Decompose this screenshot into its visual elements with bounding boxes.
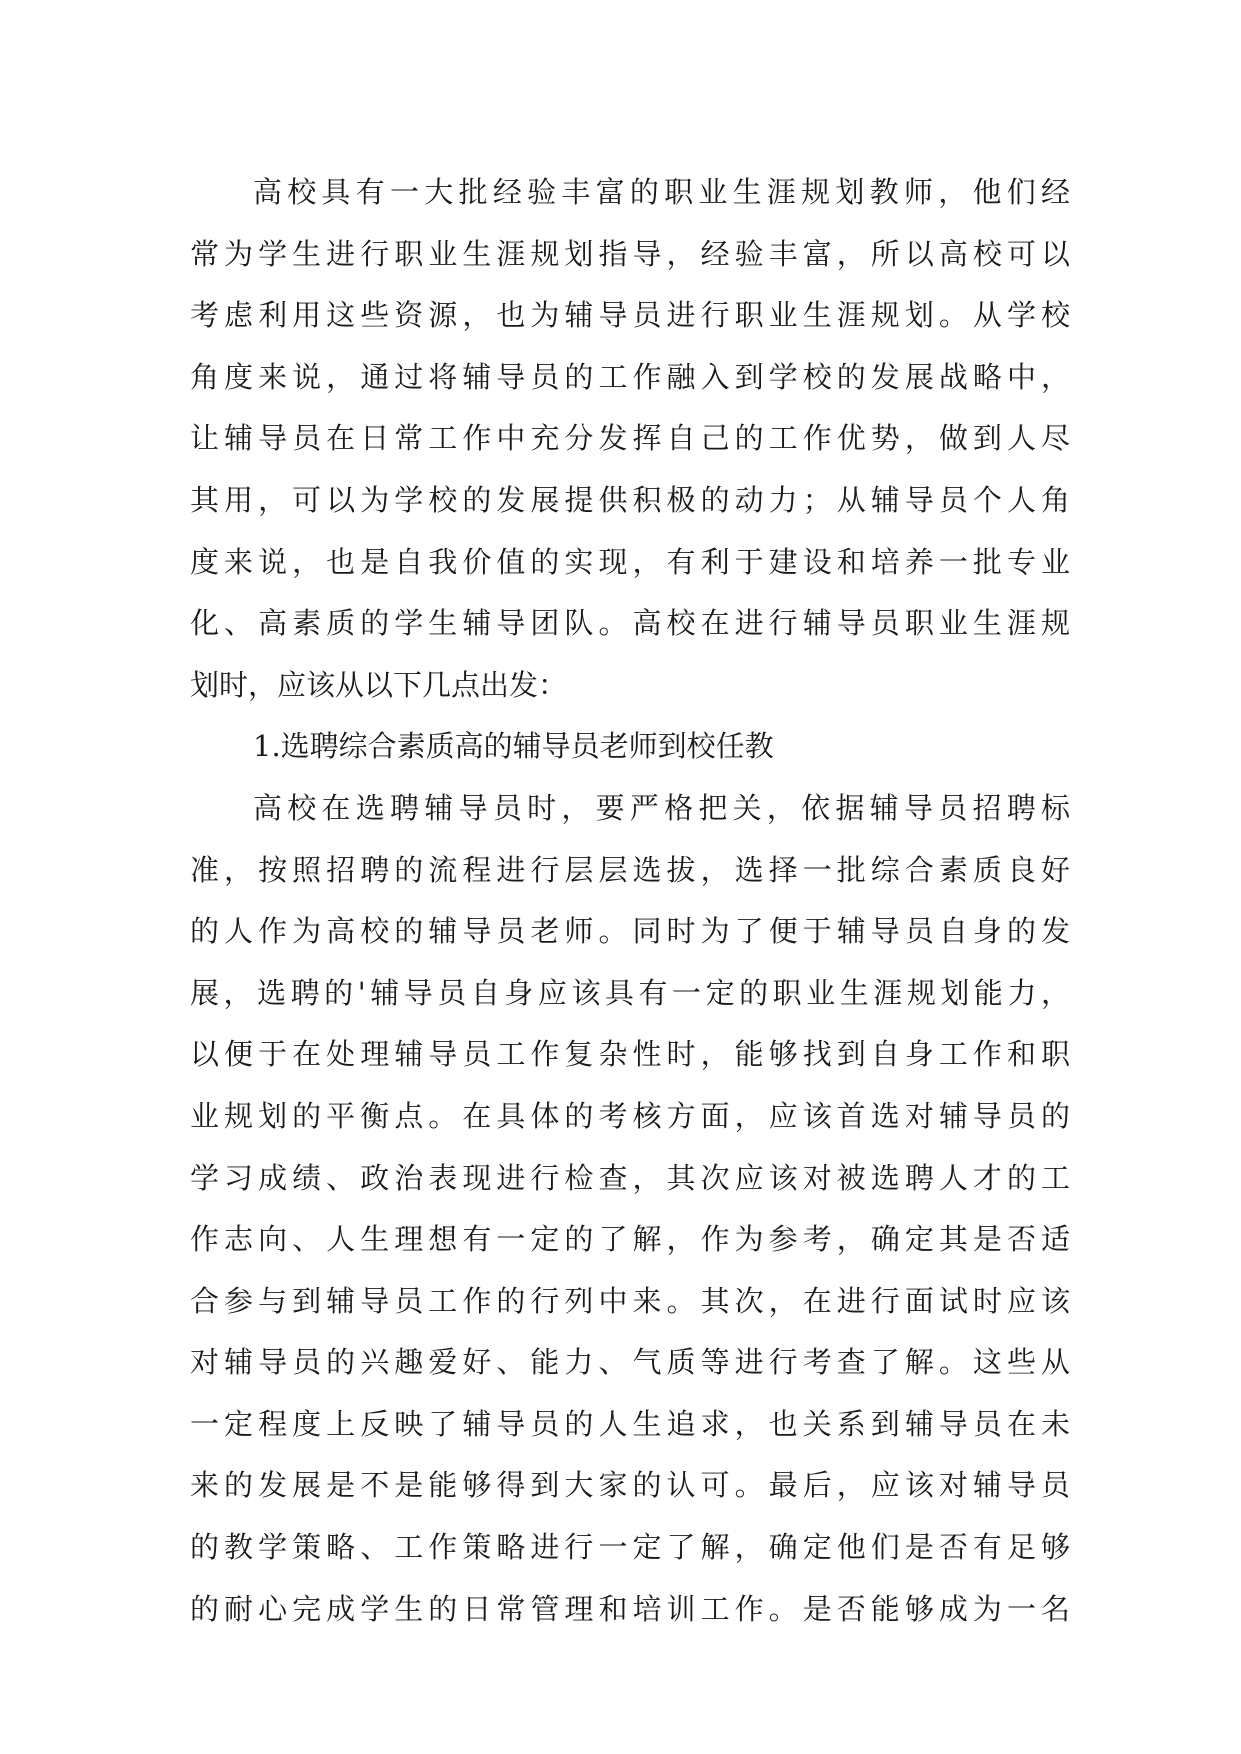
body-text [190, 162, 1070, 1640]
paragraph-3-line-7: 学习成绩、政治表现进行检查，其次应该对被选聘人才的工 [190, 1160, 1070, 1195]
paragraph-1-line-1: 高校具有一大批经验丰富的职业生涯规划教师，他们经 [253, 175, 1070, 209]
paragraph-3-line-11: 一定程度上反映了辅导员的人生追求，也关系到辅导员在未 [190, 1406, 1070, 1441]
paragraph-3-line-6: 业规划的平衡点。在具体的考核方面，应该首选对辅导员的 [190, 1098, 1070, 1133]
paragraph-3-line-12: 来的发展是不是能够得到大家的认可。最后，应该对辅导员 [190, 1468, 1070, 1503]
paragraph-1-line-9: 划时，应该从以下几点出发： [190, 667, 568, 702]
paragraph-3-line-3: 的人作为高校的辅导员老师。同时为了便于辅导员自身的发 [190, 914, 1070, 949]
paragraph-1-line-8: 化、高素质的学生辅导团队。高校在进行辅导员职业生涯规 [190, 606, 1070, 641]
paragraph-3-line-13: 的教学策略、工作策略进行一定了解，确定他们是否有足够 [190, 1530, 1070, 1565]
paragraph-3-line-5: 以便于在处理辅导员工作复杂性时，能够找到自身工作和职 [190, 1037, 1070, 1072]
paragraph-1-line-5: 让辅导员在日常工作中充分发挥自己的工作优势，做到人尽 [190, 421, 1070, 456]
paragraph-1-line-4: 角度来说，通过将辅导员的工作融入到学校的发展战略中， [190, 359, 1070, 394]
paragraph-3-line-14: 的耐心完成学生的日常管理和培训工作。是否能够成为一名 [190, 1591, 1070, 1626]
section-heading: 1.选聘综合素质高的辅导员老师到校任教 [253, 729, 774, 764]
paragraph-1-line-3: 考虑利用这些资源，也为辅导员进行职业生涯规划。从学校 [190, 298, 1070, 333]
paragraph-3-line-9: 合参与到辅导员工作的行列中来。其次，在进行面试时应该 [190, 1283, 1070, 1318]
paragraph-3-line-10: 对辅导员的兴趣爱好、能力、气质等进行考查了解。这些从 [190, 1345, 1070, 1380]
paragraph-1-line-2: 常为学生进行职业生涯规划指导，经验丰富，所以高校可以 [190, 236, 1070, 271]
paragraph-3-line-8: 作志向、人生理想有一定的了解，作为参考，确定其是否适 [190, 1222, 1070, 1257]
paragraph-3-line-4: 展，选聘的'辅导员自身应该具有一定的职业生涯规划能力， [190, 975, 1070, 1010]
paragraph-3-line-2: 准，按照招聘的流程进行层层选拔，选择一批综合素质良好 [190, 852, 1070, 887]
paragraph-1-line-6: 其用，可以为学校的发展提供积极的动力；从辅导员个人角 [190, 482, 1070, 517]
paragraph-3-line-1: 高校在选聘辅导员时，要严格把关，依据辅导员招聘标 [253, 790, 1070, 825]
paragraph-1-line-7: 度来说，也是自我价值的实现，有利于建设和培养一批专业 [190, 544, 1070, 579]
